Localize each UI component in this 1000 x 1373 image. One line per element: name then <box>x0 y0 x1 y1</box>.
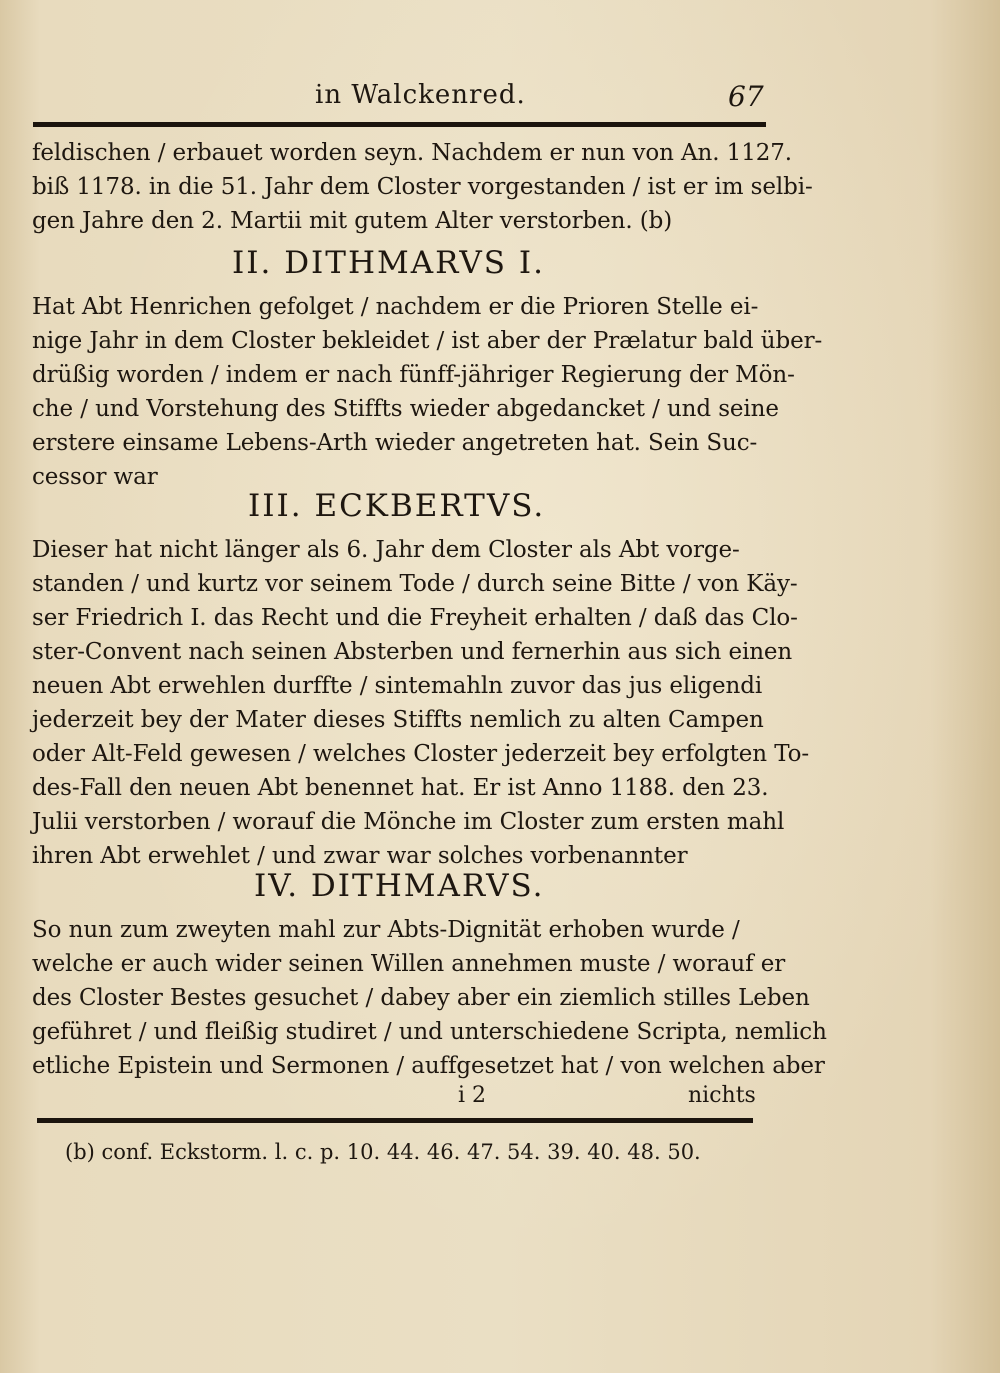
header-rule <box>33 122 766 127</box>
paragraph-continuation <box>32 136 813 238</box>
text-line: Dieser hat nicht länger als 6. Jahr dem Closter als Abt vorge- <box>32 537 740 563</box>
text-line: feldischen / erbauet worden seyn. Nachdem er nun von An. 1127. <box>32 140 793 166</box>
text-line: drüßig worden / indem er nach fünff-jähriger Regierung der Mön- <box>32 362 795 388</box>
text-line: geführet / und fleißig studiret / und unterschiedene Scripta, nemlich <box>32 1019 827 1045</box>
text-line: standen / und kurtz vor seinem Tode / durch seine Bitte / von Käy- <box>32 571 798 597</box>
text-line: cessor war <box>32 464 158 490</box>
running-title: in Walckenred. <box>315 80 526 110</box>
text-line: Julii verstorben / worauf die Mönche im Closter zum ersten mahl <box>32 809 785 835</box>
paragraph-dithmarus-1 <box>32 290 823 494</box>
section-heading-dithmarus-4: IV. DITHMARVS. <box>254 868 545 904</box>
text-line: gen Jahre den 2. Martii mit gutem Alter verstorben. (b) <box>32 208 673 234</box>
text-line: etliche Epistein und Sermonen / auffgesetzet hat / von welchen aber <box>32 1053 825 1079</box>
text-line: jederzeit bey der Mater dieses Stiffts nemlich zu alten Campen <box>32 707 764 733</box>
text-line: nige Jahr in dem Closter bekleidet / ist aber der Prælatur bald über- <box>32 328 823 354</box>
section-heading-eckbertus: III. ECKBERTVS. <box>248 488 546 524</box>
catchword: nichts <box>688 1083 756 1108</box>
text-line: biß 1178. in die 51. Jahr dem Closter vorgestanden / ist er im selbi- <box>32 174 813 200</box>
text-line: ihren Abt erwehlet / und zwar war solches vorbenannter <box>32 843 688 869</box>
text-line: welche er auch wider seinen Willen annehmen muste / worauf er <box>32 951 786 977</box>
text-line: ser Friedrich I. das Recht und die Freyheit erhalten / daß das Clo- <box>32 605 798 631</box>
section-heading-dithmarus-1: II. DITHMARVS I. <box>232 245 545 281</box>
footnote: (b) conf. Eckstorm. l. c. p. 10. 44. 46. 47. 54. 39. 40. 48. 50. <box>65 1140 701 1164</box>
signature-mark: i 2 <box>458 1083 487 1108</box>
footnote-rule <box>37 1118 753 1123</box>
page-number: 67 <box>728 80 764 113</box>
text-line: che / und Vorstehung des Stiffts wieder abgedancket / und seine <box>32 396 779 422</box>
text-line: ster-Convent nach seinen Absterben und fernerhin aus sich einen <box>32 639 793 665</box>
text-line: neuen Abt erwehlen durffte / sintemahln zuvor das jus eligendi <box>32 673 763 699</box>
paragraph-dithmarus-4 <box>32 913 827 1083</box>
text-line: erstere einsame Lebens-Arth wieder angetreten hat. Sein Suc- <box>32 430 758 456</box>
text-line: Hat Abt Henrichen gefolget / nachdem er die Prioren Stelle ei- <box>32 294 759 320</box>
text-line: So nun zum zweyten mahl zur Abts-Dignität erhoben wurde / <box>32 917 740 943</box>
text-line: des Closter Bestes gesuchet / dabey aber ein ziemlich stilles Leben <box>32 985 810 1011</box>
paragraph-eckbertus <box>32 533 810 873</box>
text-line: oder Alt-Feld gewesen / welches Closter jederzeit bey erfolgten To- <box>32 741 810 767</box>
running-head <box>0 80 1000 120</box>
text-line: des-Fall den neuen Abt benennet hat. Er ist Anno 1188. den 23. <box>32 775 769 801</box>
